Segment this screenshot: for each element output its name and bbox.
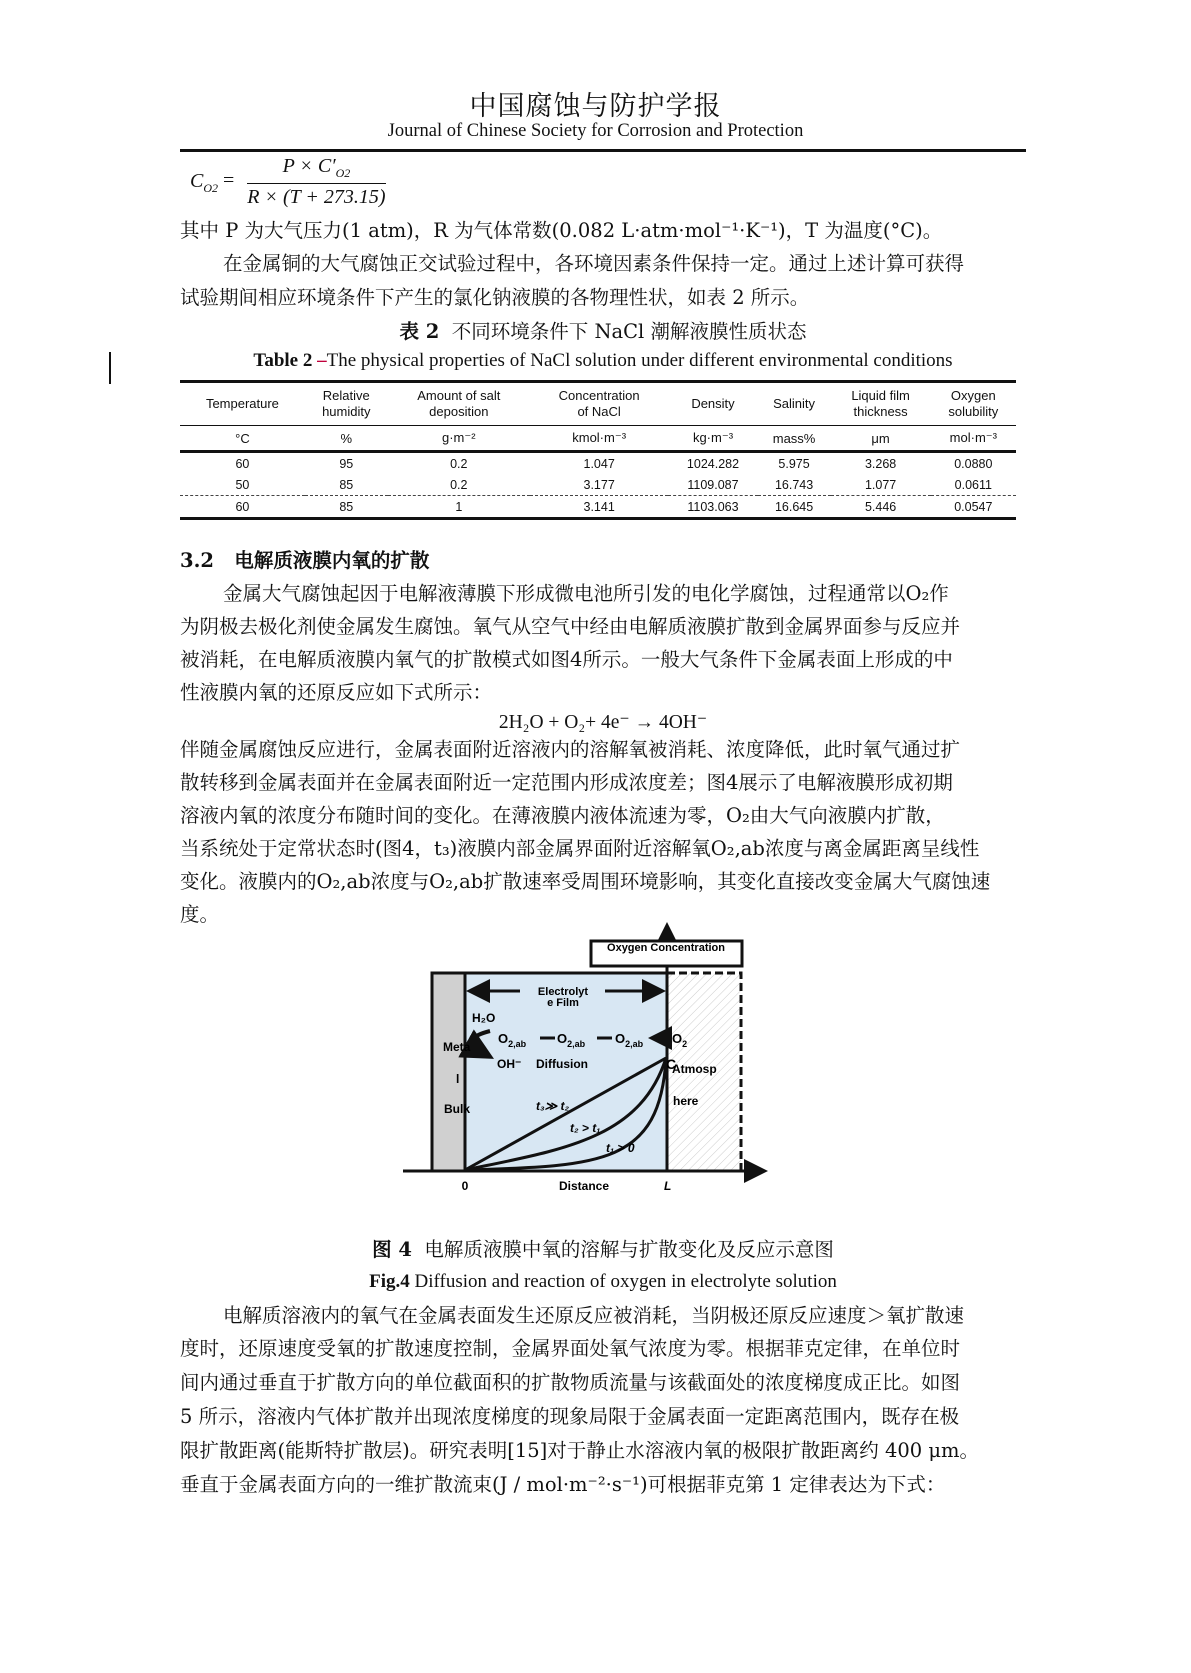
column-header-line: deposition: [429, 404, 489, 419]
metal-label-3: Bulk: [444, 1102, 471, 1116]
table-cell: 3.141: [530, 496, 669, 519]
metal-bulk-region: [432, 973, 465, 1171]
column-header: [530, 382, 669, 426]
o2ab-label: $O_{2,ab}$: [615, 1031, 644, 1049]
c-label: C: [666, 1056, 677, 1072]
column-header: [931, 382, 1016, 426]
column-unit: g·m⁻²: [388, 426, 530, 452]
column-header-line: Salinity: [773, 396, 816, 411]
paragraph-line: 垂直于金属表面方向的一维扩散流束(J / mol·m⁻²·s⁻¹)可根据菲克第 1 定律表达为下式：: [180, 1473, 946, 1496]
column-unit: μm: [831, 426, 931, 452]
metal-label: Meta: [443, 1040, 471, 1054]
column-header-line: Density: [691, 396, 735, 411]
paragraph-line: 电解质溶液内的氧气在金属表面发生还原反应被消耗，当阴极还原反应速度＞氧扩散速: [223, 1304, 965, 1327]
table-cell: 16.743: [758, 474, 831, 496]
column-unit: %: [305, 426, 388, 452]
oh-label: OH⁻: [497, 1057, 522, 1071]
formula-lhs: $C_{O2}$: [190, 169, 219, 195]
table-cell: 0.0611: [931, 474, 1016, 496]
column-header-line: Temperature: [205, 396, 279, 411]
table-cell: 1: [388, 496, 530, 519]
table-cell: 5.446: [831, 496, 931, 519]
paragraph-line: 限扩散距离(能斯特扩散层)。研究表明[15]对于静止水溶液内氧的极限扩散距离约 400 μm。: [180, 1439, 980, 1462]
paragraph-line: 间内通过垂直于扩散方向的单位截面积的扩散物质流量与该截面处的浓度梯度成正比。如图: [180, 1371, 961, 1394]
electrolyte-film-label: Electrolyt: [537, 986, 589, 998]
oxygen-reduction-equation: 2H₂O + O₂+ 4e⁻ → 4OH⁻: [498, 712, 708, 733]
paragraph-line: 度时，还原速度受氧的扩散速度控制，金属界面处氧气浓度为零。根据菲克定律，在单位时: [180, 1337, 961, 1360]
o2-label: $O_2$: [672, 1031, 688, 1049]
paragraph-line: 在金属铜的大气腐蚀正交试验过程中，各环境因素条件保持一定。通过上述计算可获得: [223, 252, 965, 275]
table-cell: 3.268: [864, 456, 897, 471]
column-unit: mol·m⁻³: [931, 426, 1016, 452]
table-cell: 16.645: [758, 496, 831, 519]
column-header-line: Concentration: [558, 388, 640, 403]
column-unit: kg·m⁻³: [668, 426, 757, 452]
table-cell: 60: [235, 456, 250, 471]
l-label: L: [664, 1179, 672, 1193]
table-cell: 0.0547: [931, 496, 1016, 519]
column-header-line: humidity: [322, 404, 371, 419]
table-cell: 5.975: [778, 456, 810, 471]
table-cell: 1024.282: [686, 456, 740, 471]
formula-explanation: 其中 P 为大气压力(1 atm)，R 为气体常数(0.082 L·atm·mol⁻¹·K⁻¹)，T 为温度(°C)。: [180, 219, 943, 242]
table-cell: 1103.063: [668, 496, 757, 519]
column-header: [388, 382, 530, 426]
text-cursor: [109, 352, 111, 384]
column-header: [668, 382, 757, 426]
paragraph-line: 被消耗，在电解质液膜内氧气的扩散模式如图4所示。一般大气条件下金属表面上形成的中: [180, 648, 953, 671]
section-heading: 3.2 电解质液膜内氧的扩散: [180, 549, 430, 572]
paragraph-line: 金属大气腐蚀起因于电解液薄膜下形成微电池所引发的电化学腐蚀，过程通常以O₂作: [223, 582, 949, 605]
table-row: [180, 474, 1016, 496]
h2o-label: H₂O: [472, 1011, 496, 1025]
table-cell: 0.0880: [954, 456, 993, 471]
oxygen-diffusion-figure: [400, 910, 780, 1210]
column-header: [831, 382, 931, 426]
column-header-line: Amount of salt: [417, 388, 501, 403]
column-header-line: Relative: [322, 388, 370, 403]
oxygen-concentration-formula: $C_{O2}$ = $\frac{P \times C'_{O2}}{R \times (T + 273.15)}$: [190, 155, 386, 208]
paragraph-line: 伴随金属腐蚀反应进行，金属表面附近溶液内的溶解氧被消耗、浓度降低，此时氧气通过扩: [180, 738, 961, 761]
column-unit: °C: [180, 426, 305, 452]
table-cell: 95: [339, 456, 354, 471]
atmosphere-label-2: here: [673, 1094, 699, 1108]
column-unit: mass%: [758, 426, 831, 452]
paragraph-line: 性液膜内氧的还原反应如下式所示：: [180, 681, 493, 704]
column-header-line: Oxygen: [950, 388, 996, 403]
t1-label: t₁ > 0: [606, 1141, 635, 1155]
column-header-line: of NaCl: [577, 404, 621, 419]
paragraph-line: 为阴极去极化剂使金属发生腐蚀。氧气从空气中经由电解质液膜扩散到金属界面参与反应并: [180, 615, 961, 638]
formula-numerator: $P \times C'_{O2}$: [247, 155, 385, 184]
table-cell: 60: [180, 496, 305, 519]
figure-caption-en: Fig.4 Diffusion and reaction of oxygen in electrolyte solution: [369, 1271, 837, 1292]
journal-title-en: Journal of Chinese Society for Corrosion and Protection: [387, 121, 804, 141]
figure-caption-cn: 图 4 电解质液膜中氧的溶解与扩散变化及反应示意图: [372, 1238, 834, 1261]
t3-label: t₃≫ t₂: [536, 1099, 570, 1113]
column-unit: kmol·m⁻³: [530, 426, 669, 452]
table-cell: 0.2: [450, 456, 468, 471]
column-header: [758, 382, 831, 426]
formula-denominator: R × (T + 273.15): [247, 186, 386, 208]
diffusion-label: Diffusion: [536, 1057, 588, 1071]
paragraph-line: 试验期间相应环境条件下产生的氯化钠液膜的各物理性状，如表 2 所示。: [180, 286, 810, 309]
paragraph-line: 溶液内氧的浓度分布随时间的变化。在薄液膜内液体流速为零，O₂由大气向液膜内扩散，: [180, 804, 945, 827]
paragraph-line: 度。: [180, 903, 220, 926]
table-cell: 3.177: [530, 474, 669, 496]
table-caption-cn: 表 2 不同环境条件下 NaCl 潮解液膜性质状态: [399, 320, 807, 343]
table-row: [180, 452, 1016, 475]
column-header-line: Liquid film: [851, 388, 910, 403]
o2ab-label: $O_{2,ab}$: [498, 1031, 527, 1049]
electrolyte-film-label-2: e Film: [547, 997, 579, 1009]
journal-title-cn: 中国腐蚀与防护学报: [469, 91, 722, 122]
paragraph-line: 变化。液膜内的O₂,ab浓度与O₂,ab扩散速率受周围环境影响，其变化直接改变金属大气腐蚀速: [180, 870, 991, 893]
oxygen-concentration-label: Oxygen Concentration: [607, 942, 725, 954]
table-cell: 1.047: [583, 456, 615, 471]
o2ab-label: $O_{2,ab}$: [557, 1031, 586, 1049]
table-caption-en: Table 2 –The physical properties of NaCl solution under different environmental conditions: [253, 350, 953, 371]
table-cell: 85: [305, 496, 388, 519]
physical-properties-table: [180, 380, 1016, 520]
paragraph-line: 当系统处于定常状态时(图4，t₃)液膜内部金属界面附近溶解氧O₂,ab浓度与离金属距离呈线性: [180, 837, 980, 860]
paragraph-line: 5 所示，溶液内气体扩散并出现浓度梯度的现象局限于金属表面一定距离范围内，既存在极: [180, 1405, 960, 1428]
origin-label: 0: [461, 1179, 469, 1193]
header-rule: [180, 149, 1026, 152]
atmosphere-label: Atmosp: [672, 1062, 717, 1076]
table-cell: 0.2: [388, 474, 530, 496]
column-header: [305, 382, 388, 426]
metal-label-2: l: [456, 1072, 460, 1086]
table-cell: 1.077: [831, 474, 931, 496]
table-cell: 85: [305, 474, 388, 496]
column-header: [180, 382, 305, 426]
t2-label: t₂ > t₁: [570, 1121, 601, 1135]
column-header-line: solubility: [948, 404, 999, 419]
table-cell: 1109.087: [668, 474, 757, 496]
distance-label: Distance: [558, 1179, 610, 1193]
paragraph-line: 散转移到金属表面并在金属表面附近一定范围内形成浓度差；图4展示了电解液膜形成初期: [180, 771, 953, 794]
table-row: [180, 496, 1016, 519]
table-cell: 50: [180, 474, 305, 496]
column-header-line: thickness: [853, 404, 908, 419]
